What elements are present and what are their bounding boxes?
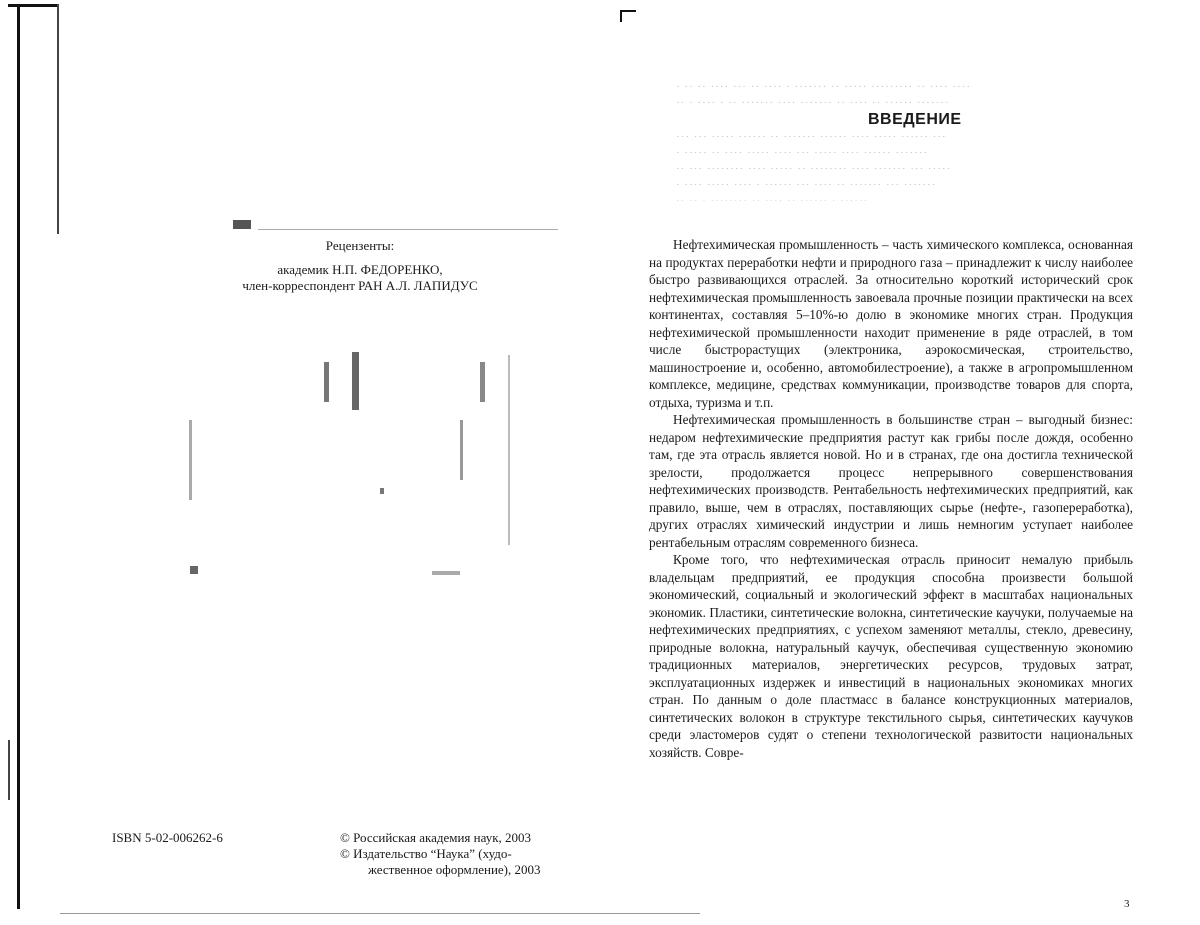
- page-title: ВВЕДЕНИЕ: [864, 111, 966, 129]
- bleed-through-line: · ·· ·· ···· ··· ·· ···· · ······· ·· ····· ········· ·· ···· ····: [676, 81, 971, 93]
- scan-speck: [352, 352, 359, 410]
- body-text: [649, 236, 1133, 761]
- binding-edge-mark: [17, 4, 20, 909]
- page-number: 3: [1124, 898, 1130, 910]
- bleed-through-line: ·· ··· ········ ···· ····· ·· ········ ···· ······· ··· ·····: [676, 163, 952, 175]
- paragraph: Кроме того, что нефтехимическая отрасль приносит немалую прибыль владельцам предприятий, ее продукция способна произвести большой экономический, социальный и экологический эффект в масштабах национальных экономик. Пластики, синтетические волокна, синтетические каучуки, получаемые на нефтехимических предприятиях, с успехом заменяют металлы, стекло, древесину, природные волокна, натуральный каучук, обеспечивая существенную экономию традиционных материалов, энергетических ресурсов, трудовых затрат, эксплуатационных издержек и инвестиций в национальных экономиках многих стран. По данным о доле пластмасс в балансе конструкционных материалов, синтетических волокон в структуре текстильного сырья, синтетических каучуков среди эластомеров судят о степени технологической развитости национальных хозяйств. Совре-: [649, 552, 1133, 760]
- bleed-through-line: · ····· ·· ···· ····· ···· ··· ····· ···· ······ ·······: [676, 147, 929, 159]
- scan-line: [620, 913, 700, 914]
- scan-line: [258, 229, 558, 230]
- reviewer-name: академик Н.П. ФЕДОРЕНКО,: [277, 262, 443, 277]
- bleed-through-line: ··· ··· ····· ······ ·· ······· ······ ···· ····· ······ ···: [676, 131, 947, 143]
- scan-speck: [189, 420, 192, 500]
- binding-edge-mark: [8, 4, 58, 7]
- scan-speck: [233, 220, 251, 229]
- scan-speck: [380, 488, 384, 494]
- scan-speck: [460, 420, 463, 480]
- scan-line: [60, 913, 620, 914]
- scan-speck: [432, 571, 460, 575]
- binding-edge-mark: [57, 4, 59, 234]
- paragraph: Нефтехимическая промышленность в большинстве стран – выгодный бизнес: недаром нефтехимические предприятия растут как грибы после дождя, особенно там, где эта отрасль является новой. Но и в странах, где она достигла технической зрелости, продолжается процесс непрерывного совершенствования нефтехимических производств. Рентабельность нефтехимических предприятий, как правило, выше, чем в отраслях, поставляющих сырье (нефте-, газопереработка), других отраслях химический индустрии и лишь немногим уступает наиболее рентабельным отраслям современного бизнеса.: [649, 412, 1133, 550]
- bleed-through-line: · ···· ····· ···· · ······ ··· ···· ·· ······· ··· ·······: [676, 179, 937, 191]
- scan-speck: [190, 566, 198, 574]
- copyright-line: © Российская академия наук, 2003: [340, 830, 532, 845]
- bleed-through-line: ·· · ···· · ·· ······· ···· ······· ·· ···· ·· ······ ·······: [676, 97, 950, 109]
- scan-speck: [480, 362, 485, 402]
- scan-speck: [508, 355, 510, 545]
- binding-edge-mark: [8, 740, 10, 800]
- binding-edge-mark: [620, 10, 636, 12]
- right-page: [620, 0, 1200, 925]
- binding-edge-mark: [620, 10, 622, 22]
- paragraph: Нефтехимическая промышленность – часть химического комплекса, основанная на продуктах переработки нефти и природного газа – принадлежит к числу наиболее быстро развивающихся отраслей. За относительно короткий исторический срок нефтехимическая промышленность завоевала прочные позиции практически на всех континентах, составляя 5–10%-ю долю в экономике многих стран. Продукция нефтехимической промышленности находит применение в ряде отраслей, в том числе быстрорастущих (электроника, аэрокосмическая, строительство, машиностроение и, особенно, автомобилестроение), а также в агропромышленном комплексе, медицине, средствах коммуникации, производстве товаров для спорта, отдыха, туризма и т.п.: [649, 237, 1133, 410]
- copyright-line: © Издательство “Наука” (худо-: [340, 846, 512, 861]
- scan-speck: [324, 362, 329, 402]
- copyright-line: жественное оформление), 2003: [368, 862, 541, 877]
- reviewers-label: Рецензенты:: [325, 238, 395, 253]
- isbn-number: ISBN 5-02-006262-6: [112, 830, 223, 845]
- bleed-through-line: ·· ·· · ········ ·· ···· ·· ······ · ······: [676, 195, 869, 207]
- reviewer-name: член-корреспондент РАН А.Л. ЛАПИДУС: [242, 278, 478, 293]
